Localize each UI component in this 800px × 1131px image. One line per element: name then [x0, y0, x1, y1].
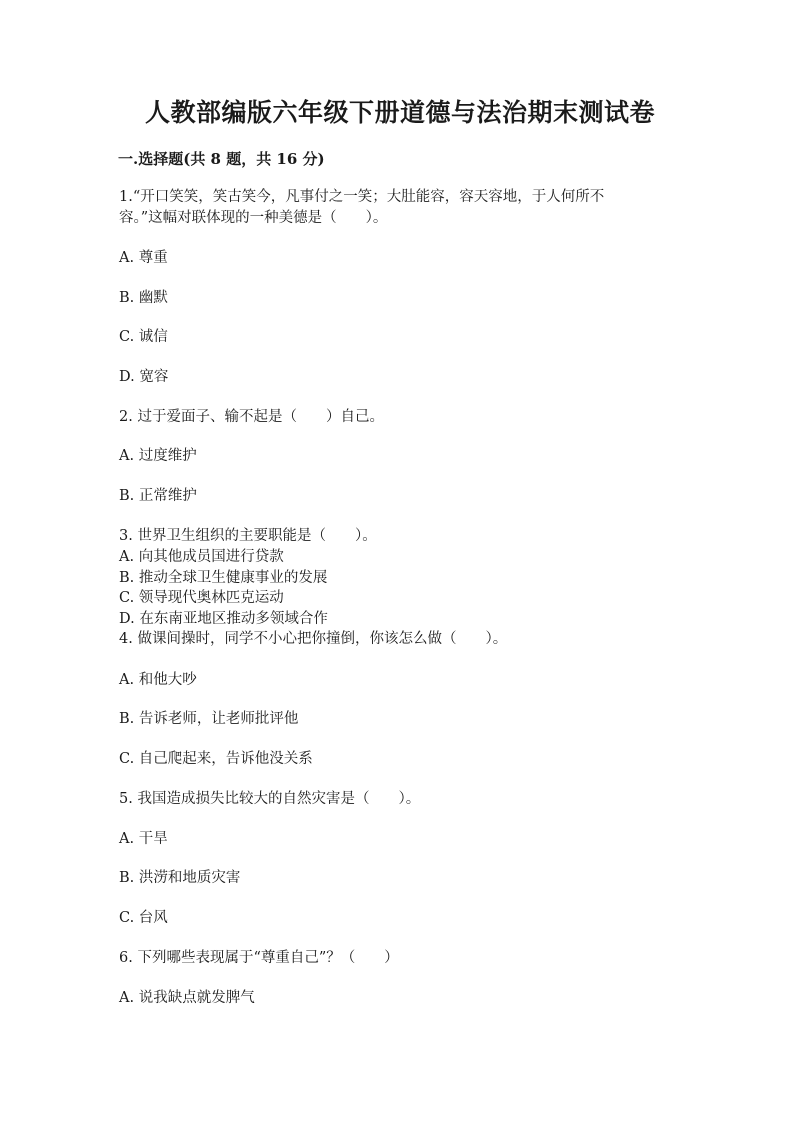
question-3-option-d: D. 在东南亚地区推动多领域合作: [119, 611, 328, 627]
question-1-option-a: A. 尊重: [119, 250, 168, 266]
section-heading: 一.选择题(共 8 题，共 16 分): [118, 150, 325, 168]
question-4-stem: 4. 做课间操时，同学不小心把你撞倒，你该怎么做（ ）。: [119, 631, 508, 647]
question-2-option-a: A. 过度维护: [119, 448, 197, 464]
question-1-option-c: C. 诚信: [119, 329, 168, 345]
question-4-option-a: A. 和他大吵: [119, 672, 197, 688]
question-5-option-a: A. 干旱: [119, 831, 168, 847]
question-1-stem-line-2: 容。”这幅对联体现的一种美德是（ ）。: [119, 210, 388, 226]
question-3-option-a: A. 向其他成员国进行贷款: [119, 549, 284, 565]
page-title: 人教部编版六年级下册道德与法治期末测试卷: [144, 98, 655, 127]
question-1-option-b: B. 幽默: [119, 290, 168, 306]
question-6-stem: 6. 下列哪些表现属于“尊重自己”？（ ）: [119, 950, 399, 966]
question-5-stem: 5. 我国造成损失比较大的自然灾害是（ ）。: [119, 791, 421, 807]
question-1-stem: [119, 187, 679, 229]
question-4-option-b: B. 告诉老师，让老师批评他: [119, 711, 299, 727]
question-6-option-a: A. 说我缺点就发脾气: [119, 990, 255, 1006]
question-1-option-d: D. 宽容: [119, 369, 169, 385]
question-3-option-c: C. 领导现代奥林匹克运动: [119, 590, 284, 606]
question-1-stem-line-1: 1.“开口笑笑，笑古笑今，凡事付之一笑；大肚能容，容天容地，于人何所不: [119, 189, 605, 205]
question-3-stem: 3. 世界卫生组织的主要职能是（ ）。: [119, 528, 377, 544]
question-5-option-c: C. 台风: [119, 910, 168, 926]
question-3-option-b: B. 推动全球卫生健康事业的发展: [119, 570, 328, 586]
question-2-stem: 2. 过于爱面子、输不起是（ ）自己。: [119, 409, 384, 425]
question-4-option-c: C. 自己爬起来，告诉他没关系: [119, 751, 313, 767]
question-5-option-b: B. 洪涝和地质灾害: [119, 870, 241, 886]
question-2-option-b: B. 正常维护: [119, 488, 197, 504]
